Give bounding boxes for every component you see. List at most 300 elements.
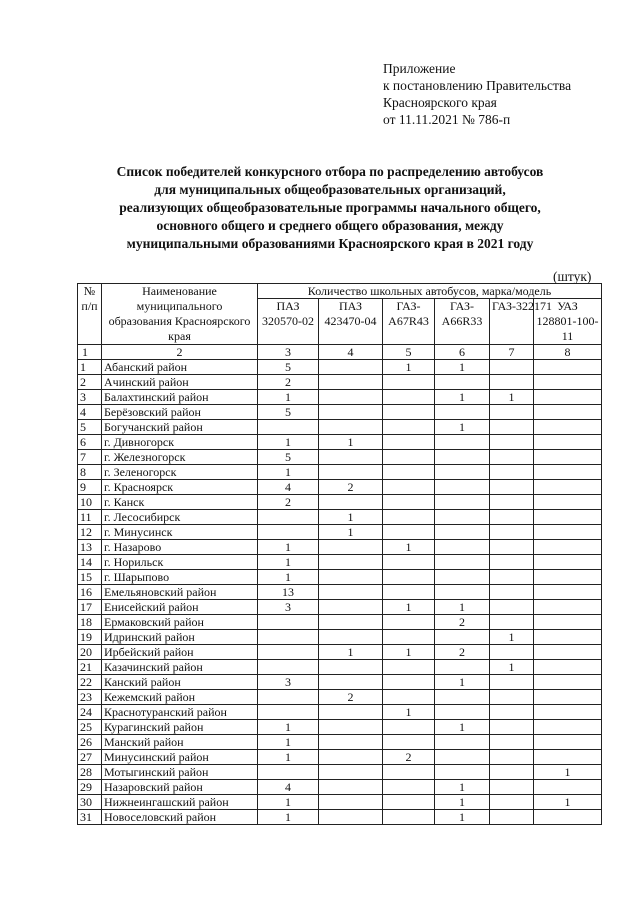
municipality-name: Нижнеингашский район: [102, 795, 258, 810]
bus-count-cell: [490, 525, 534, 540]
bus-count-cell: [383, 555, 435, 570]
table-row: [78, 705, 602, 720]
bus-count-cell: [319, 465, 383, 480]
header-model-3: ГАЗ-А67R43: [383, 299, 435, 345]
municipality-name: Манский район: [102, 735, 258, 750]
bus-count-cell: [490, 735, 534, 750]
municipality-name: Кежемский район: [102, 690, 258, 705]
bus-count-cell: [383, 525, 435, 540]
header-model-5: ГАЗ-322171: [490, 299, 534, 345]
bus-count-cell: [534, 525, 602, 540]
bus-count-cell: [534, 630, 602, 645]
bus-count-cell: 1: [319, 645, 383, 660]
bus-count-cell: [490, 435, 534, 450]
municipality-name: г. Канск: [102, 495, 258, 510]
bus-count-cell: [534, 435, 602, 450]
table-row: [78, 540, 602, 555]
bus-count-cell: [319, 390, 383, 405]
bus-count-cell: [383, 435, 435, 450]
bus-count-cell: [319, 750, 383, 765]
municipality-name: Краснотуранский район: [102, 705, 258, 720]
bus-count-cell: [490, 795, 534, 810]
municipality-name: Ирбейский район: [102, 645, 258, 660]
bus-count-cell: 2: [258, 495, 319, 510]
bus-count-cell: 1: [435, 600, 490, 615]
column-number: 5: [383, 345, 435, 360]
bus-count-cell: [490, 600, 534, 615]
table-row: [78, 465, 602, 480]
appendix-line-1: Приложение: [383, 61, 456, 76]
bus-count-cell: [258, 645, 319, 660]
bus-count-cell: [435, 630, 490, 645]
bus-count-cell: 1: [319, 510, 383, 525]
bus-count-cell: 1: [383, 540, 435, 555]
table-row: [78, 735, 602, 750]
header-model-4: ГАЗ-А66R33: [435, 299, 490, 345]
column-number: 1: [78, 345, 102, 360]
bus-count-cell: [319, 450, 383, 465]
bus-distribution-table: [77, 283, 602, 825]
appendix-line-3: Красноярского края: [383, 95, 497, 110]
bus-count-cell: 1: [534, 765, 602, 780]
bus-count-cell: [383, 720, 435, 735]
table-row: [78, 510, 602, 525]
column-number: 7: [490, 345, 534, 360]
table-row: [78, 600, 602, 615]
bus-count-cell: 4: [258, 480, 319, 495]
bus-count-cell: [534, 780, 602, 795]
bus-count-cell: [435, 570, 490, 585]
municipality-name: Ермаковский район: [102, 615, 258, 630]
municipality-name: г. Норильск: [102, 555, 258, 570]
bus-count-cell: [319, 555, 383, 570]
bus-count-cell: [490, 780, 534, 795]
table-row: [78, 765, 602, 780]
bus-count-cell: [319, 615, 383, 630]
bus-count-cell: [319, 765, 383, 780]
bus-count-cell: [490, 675, 534, 690]
table-row: [78, 450, 602, 465]
bus-count-cell: [490, 375, 534, 390]
row-number: 27: [78, 750, 102, 765]
table-row: [78, 495, 602, 510]
bus-count-cell: [383, 765, 435, 780]
bus-count-cell: [435, 585, 490, 600]
bus-count-cell: 5: [258, 450, 319, 465]
bus-count-cell: [435, 540, 490, 555]
bus-count-cell: [534, 450, 602, 465]
municipality-name: Абанский район: [102, 360, 258, 375]
bus-count-cell: 1: [435, 390, 490, 405]
title-line-4: основного общего и среднего общего образования, между: [156, 218, 504, 233]
bus-count-cell: [319, 405, 383, 420]
bus-count-cell: [258, 705, 319, 720]
table-row: [78, 390, 602, 405]
bus-count-cell: [435, 735, 490, 750]
column-number: 8: [534, 345, 602, 360]
bus-count-cell: 2: [258, 375, 319, 390]
bus-count-cell: 2: [383, 750, 435, 765]
bus-count-cell: 1: [435, 720, 490, 735]
bus-count-cell: 1: [435, 675, 490, 690]
municipality-name: Берёзовский район: [102, 405, 258, 420]
bus-count-cell: 1: [435, 810, 490, 825]
row-number: 17: [78, 600, 102, 615]
bus-count-cell: [435, 480, 490, 495]
bus-count-cell: [383, 570, 435, 585]
bus-count-cell: [258, 525, 319, 540]
municipality-name: г. Лесосибирск: [102, 510, 258, 525]
bus-count-cell: [534, 405, 602, 420]
bus-count-cell: [490, 555, 534, 570]
row-number: 25: [78, 720, 102, 735]
appendix-line-4: от 11.11.2021 № 786-п: [383, 112, 511, 127]
bus-count-cell: [534, 570, 602, 585]
header-model-1: ПАЗ 320570-02: [258, 299, 319, 345]
row-number: 28: [78, 765, 102, 780]
bus-count-cell: [319, 420, 383, 435]
bus-count-cell: [383, 405, 435, 420]
bus-count-cell: [534, 720, 602, 735]
row-number: 14: [78, 555, 102, 570]
bus-count-cell: 4: [258, 780, 319, 795]
municipality-name: г. Зеленогорск: [102, 465, 258, 480]
row-number: 13: [78, 540, 102, 555]
bus-count-cell: [534, 480, 602, 495]
municipality-name: Минусинский район: [102, 750, 258, 765]
bus-count-cell: [534, 360, 602, 375]
bus-count-cell: 1: [258, 555, 319, 570]
bus-count-cell: [490, 450, 534, 465]
bus-count-cell: 1: [534, 795, 602, 810]
municipality-name: Новоселовский район: [102, 810, 258, 825]
table-row: [78, 720, 602, 735]
bus-count-cell: [490, 720, 534, 735]
bus-count-cell: [435, 435, 490, 450]
bus-count-cell: [383, 735, 435, 750]
bus-count-cell: 2: [435, 615, 490, 630]
bus-count-cell: [435, 375, 490, 390]
table-row: [78, 555, 602, 570]
bus-count-cell: [490, 645, 534, 660]
row-number: 15: [78, 570, 102, 585]
table-row: [78, 570, 602, 585]
table-row: [78, 420, 602, 435]
municipality-name: Богучанский район: [102, 420, 258, 435]
bus-count-cell: [383, 375, 435, 390]
table-row: [78, 630, 602, 645]
row-number: 19: [78, 630, 102, 645]
bus-count-cell: 2: [435, 645, 490, 660]
bus-count-cell: 5: [258, 360, 319, 375]
bus-count-cell: [319, 735, 383, 750]
table-row: [78, 480, 602, 495]
municipality-name: г. Железногорск: [102, 450, 258, 465]
bus-count-cell: [319, 585, 383, 600]
bus-count-cell: [319, 570, 383, 585]
bus-count-cell: 5: [258, 405, 319, 420]
bus-count-cell: 13: [258, 585, 319, 600]
bus-count-cell: 1: [258, 750, 319, 765]
municipality-name: г. Дивногорск: [102, 435, 258, 450]
bus-count-cell: [319, 675, 383, 690]
bus-count-cell: 1: [435, 420, 490, 435]
municipality-name: Ачинский район: [102, 375, 258, 390]
bus-count-cell: 1: [258, 810, 319, 825]
bus-count-cell: 1: [258, 570, 319, 585]
bus-count-cell: 1: [383, 705, 435, 720]
row-number: 22: [78, 675, 102, 690]
bus-count-cell: 1: [258, 720, 319, 735]
bus-count-cell: [490, 570, 534, 585]
row-number: 16: [78, 585, 102, 600]
document-title: [70, 163, 590, 253]
header-municipality: Наименование муниципального образования Красноярского края: [102, 284, 258, 345]
bus-count-cell: [383, 465, 435, 480]
table-row: [78, 525, 602, 540]
bus-count-cell: [435, 450, 490, 465]
row-number: 11: [78, 510, 102, 525]
bus-count-cell: [490, 360, 534, 375]
bus-count-cell: 2: [319, 690, 383, 705]
bus-count-cell: [258, 630, 319, 645]
table-body: [78, 360, 602, 825]
bus-count-cell: 1: [490, 630, 534, 645]
header-model-2: ПАЗ 423470-04: [319, 299, 383, 345]
bus-count-cell: [383, 480, 435, 495]
table-row: [78, 660, 602, 675]
bus-count-cell: [383, 780, 435, 795]
bus-count-cell: 1: [383, 360, 435, 375]
bus-count-cell: 1: [258, 735, 319, 750]
bus-count-cell: [435, 465, 490, 480]
table-row: [78, 645, 602, 660]
row-number: 4: [78, 405, 102, 420]
bus-count-cell: [534, 675, 602, 690]
bus-count-cell: 1: [319, 435, 383, 450]
bus-count-cell: [534, 600, 602, 615]
header-model-6: УАЗ 128801-100-11: [534, 299, 602, 345]
header-bus-count: Количество школьных автобусов, марка/модель: [258, 284, 602, 299]
title-line-3: реализующих общеобразовательные программы начального общего,: [119, 200, 541, 215]
bus-count-cell: [534, 615, 602, 630]
bus-count-cell: [435, 405, 490, 420]
municipality-name: г. Назарово: [102, 540, 258, 555]
row-number: 23: [78, 690, 102, 705]
bus-count-cell: 1: [258, 540, 319, 555]
row-number: 8: [78, 465, 102, 480]
bus-count-cell: [435, 660, 490, 675]
bus-count-cell: [534, 810, 602, 825]
bus-count-cell: [258, 690, 319, 705]
table-row: [78, 435, 602, 450]
bus-count-cell: [319, 630, 383, 645]
bus-count-cell: [490, 420, 534, 435]
bus-count-cell: [258, 420, 319, 435]
bus-count-cell: [435, 765, 490, 780]
municipality-name: Балахтинский район: [102, 390, 258, 405]
column-number: 2: [102, 345, 258, 360]
bus-count-cell: [490, 690, 534, 705]
bus-count-cell: [435, 525, 490, 540]
bus-count-cell: 1: [258, 795, 319, 810]
bus-count-cell: [319, 780, 383, 795]
table-row: [78, 405, 602, 420]
table-row: [78, 375, 602, 390]
bus-count-cell: [534, 750, 602, 765]
bus-count-cell: [383, 795, 435, 810]
bus-count-cell: [435, 555, 490, 570]
row-number: 10: [78, 495, 102, 510]
row-number: 20: [78, 645, 102, 660]
bus-count-cell: 1: [319, 525, 383, 540]
bus-count-cell: [490, 765, 534, 780]
bus-count-cell: 2: [319, 480, 383, 495]
bus-count-cell: 1: [258, 390, 319, 405]
municipality-name: г. Шарыпово: [102, 570, 258, 585]
bus-count-cell: [490, 585, 534, 600]
bus-count-cell: [534, 555, 602, 570]
bus-count-cell: [319, 720, 383, 735]
row-number: 21: [78, 660, 102, 675]
bus-count-cell: [319, 360, 383, 375]
table-row: [78, 780, 602, 795]
row-number: 12: [78, 525, 102, 540]
bus-count-cell: 1: [383, 600, 435, 615]
bus-count-cell: [435, 705, 490, 720]
unit-note: (штук): [553, 269, 592, 284]
municipality-name: Казачинский район: [102, 660, 258, 675]
municipality-name: Емельяновский район: [102, 585, 258, 600]
bus-count-cell: [258, 510, 319, 525]
bus-count-cell: [534, 375, 602, 390]
bus-count-cell: 3: [258, 600, 319, 615]
bus-count-cell: 1: [490, 660, 534, 675]
row-number: 3: [78, 390, 102, 405]
bus-count-cell: [319, 495, 383, 510]
table-row: [78, 810, 602, 825]
bus-count-cell: [490, 510, 534, 525]
column-number: 3: [258, 345, 319, 360]
table-row: [78, 675, 602, 690]
bus-count-cell: [534, 690, 602, 705]
bus-count-cell: [319, 600, 383, 615]
bus-count-cell: [383, 420, 435, 435]
title-line-1: Список победителей конкурсного отбора по распределению автобусов: [116, 164, 544, 179]
bus-count-cell: [383, 660, 435, 675]
row-number: 2: [78, 375, 102, 390]
bus-count-cell: [258, 615, 319, 630]
bus-count-cell: [319, 375, 383, 390]
bus-count-cell: 1: [490, 390, 534, 405]
bus-count-cell: [534, 540, 602, 555]
bus-count-cell: 1: [258, 435, 319, 450]
row-number: 31: [78, 810, 102, 825]
bus-count-cell: [435, 690, 490, 705]
bus-count-cell: [534, 510, 602, 525]
bus-count-cell: [490, 540, 534, 555]
row-number: 29: [78, 780, 102, 795]
bus-count-cell: 1: [435, 795, 490, 810]
bus-count-cell: [319, 660, 383, 675]
bus-count-cell: [490, 750, 534, 765]
bus-count-cell: [383, 450, 435, 465]
bus-count-cell: [435, 495, 490, 510]
appendix-block: [383, 60, 571, 128]
table-row: [78, 615, 602, 630]
municipality-name: Канский район: [102, 675, 258, 690]
bus-count-cell: [383, 585, 435, 600]
row-number: 30: [78, 795, 102, 810]
bus-count-cell: [383, 690, 435, 705]
bus-count-cell: [534, 645, 602, 660]
bus-count-cell: [319, 540, 383, 555]
municipality-name: Енисейский район: [102, 600, 258, 615]
bus-count-cell: [383, 390, 435, 405]
bus-count-cell: 1: [435, 360, 490, 375]
column-number: 4: [319, 345, 383, 360]
bus-count-cell: 3: [258, 675, 319, 690]
bus-count-cell: [534, 660, 602, 675]
bus-count-cell: [534, 705, 602, 720]
bus-count-cell: [534, 420, 602, 435]
municipality-name: Мотыгинский район: [102, 765, 258, 780]
bus-count-cell: [534, 495, 602, 510]
table-row: [78, 750, 602, 765]
bus-count-cell: [490, 480, 534, 495]
bus-count-cell: [490, 465, 534, 480]
bus-count-cell: [534, 735, 602, 750]
bus-count-cell: [435, 750, 490, 765]
municipality-name: Курагинский район: [102, 720, 258, 735]
bus-count-cell: [490, 405, 534, 420]
appendix-line-2: к постановлению Правительства: [383, 78, 572, 93]
bus-count-cell: 1: [258, 465, 319, 480]
header-number: № п/п: [78, 284, 102, 345]
table-row: [78, 585, 602, 600]
row-number: 24: [78, 705, 102, 720]
row-number: 5: [78, 420, 102, 435]
municipality-name: г. Минусинск: [102, 525, 258, 540]
bus-count-cell: [490, 705, 534, 720]
bus-count-cell: [490, 495, 534, 510]
bus-count-cell: [319, 705, 383, 720]
municipality-name: Идринский район: [102, 630, 258, 645]
title-line-5: муниципальными образованиями Красноярского края в 2021 году: [126, 236, 534, 251]
row-number: 18: [78, 615, 102, 630]
bus-count-cell: [534, 585, 602, 600]
table-row: [78, 360, 602, 375]
row-number: 9: [78, 480, 102, 495]
row-number: 6: [78, 435, 102, 450]
bus-count-cell: 1: [383, 645, 435, 660]
bus-count-cell: [258, 660, 319, 675]
municipality-name: г. Красноярск: [102, 480, 258, 495]
bus-count-cell: [319, 795, 383, 810]
bus-count-cell: [383, 810, 435, 825]
bus-count-cell: [319, 810, 383, 825]
bus-count-cell: [383, 495, 435, 510]
bus-count-cell: [490, 615, 534, 630]
bus-count-cell: [383, 630, 435, 645]
bus-count-cell: [383, 615, 435, 630]
municipality-name: Назаровский район: [102, 780, 258, 795]
table-row: [78, 795, 602, 810]
row-number: 26: [78, 735, 102, 750]
table-row: [78, 690, 602, 705]
bus-count-cell: [383, 510, 435, 525]
bus-count-cell: 1: [435, 780, 490, 795]
